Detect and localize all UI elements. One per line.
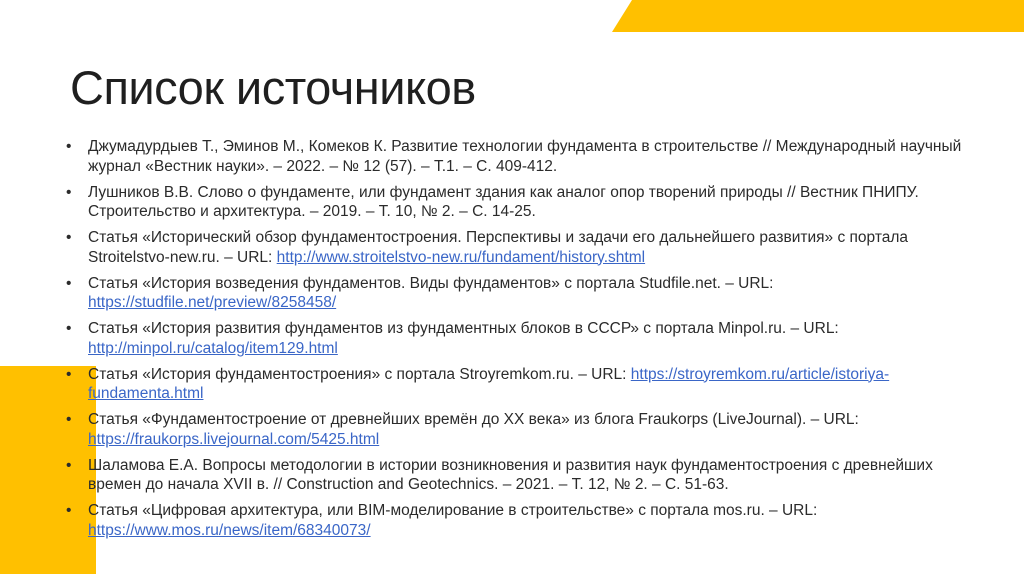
reference-text: Статья «История развития фундаментов из фундаментных блоков в СССР» с портала Minpol.ru. – URL: [88, 320, 839, 337]
reference-link[interactable]: https://stroyremkom.ru/article/istoriya-fundamenta.html [88, 365, 890, 402]
bullet-icon: • [66, 320, 72, 337]
reference-item [66, 137, 986, 176]
bullet-icon: • [66, 365, 72, 383]
bullet-icon: • [66, 502, 72, 519]
reference-text: Статья «Исторический обзор фундаментостроения. Перспективы и задачи его дальнейшего развития» с портала Stroitelstvo-new.ru. – URL: [88, 229, 909, 266]
reference-item [66, 183, 986, 222]
bullet-icon: • [66, 183, 72, 201]
reference-link[interactable]: http://www.stroitelstvo-new.ru/fundament/history.shtml [276, 248, 646, 266]
accent-bar-top [612, 0, 1024, 32]
reference-item [66, 319, 986, 358]
reference-text: Лушников В.В. Слово о фундаменте, или фундамент здания как аналог опор творений природы // Вестник ПНИПУ. Строительство и архитектура. – 2019. – Т. 10, № 2. – С. 14-25. [88, 183, 919, 220]
reference-text: Статья «Цифровая архитектура, или BIM-моделирование в строительстве» с портала mos.ru. – URL: [88, 502, 818, 519]
reference-item [66, 410, 986, 449]
reference-item [66, 228, 986, 267]
reference-text: Статья «История возведения фундаментов. Виды фундаментов» с портала Studfile.net. – URL: [88, 274, 774, 292]
reference-text: Шаламова Е.А. Вопросы методологии в истории возникновения и развития наук фундаментостроения с древнейших времен до начала XVII в. // Construction and Geotechnics. – 2021. – Т. 12, № 2. – С. 51-63. [88, 456, 933, 493]
bullet-icon: • [66, 411, 72, 428]
reference-link[interactable]: https://www.mos.ru/news/item/68340073/ [88, 521, 371, 539]
page-title: Список источников [70, 61, 476, 114]
reference-text: Статья «История фундаментостроения» с портала Stroyremkom.ru. – URL: [88, 365, 631, 383]
reference-text: Статья «Фундаментостроение от древнейших времён до XX века» из блога Fraukorps (LiveJournal). – URL: [88, 411, 859, 428]
bullet-icon: • [66, 138, 72, 155]
reference-link[interactable]: https://fraukorps.livejournal.com/5425.html [88, 430, 380, 448]
reference-list [66, 137, 986, 547]
bullet-icon: • [66, 456, 72, 474]
reference-item [66, 274, 986, 313]
reference-item [66, 365, 986, 404]
reference-link[interactable]: http://minpol.ru/catalog/item129.html [88, 339, 338, 357]
reference-item [66, 456, 986, 495]
bullet-icon: • [66, 274, 72, 292]
bullet-icon: • [66, 229, 72, 246]
reference-text: Джумадурдыев Т., Эминов М., Комеков К. Развитие технологии фундамента в строительстве // Международный научный журнал «Вестник науки». – 2022. – № 12 (57). – Т.1. – С. 409-412. [88, 138, 962, 175]
reference-item [66, 501, 986, 540]
reference-link[interactable]: https://studfile.net/preview/8258458/ [88, 294, 337, 311]
